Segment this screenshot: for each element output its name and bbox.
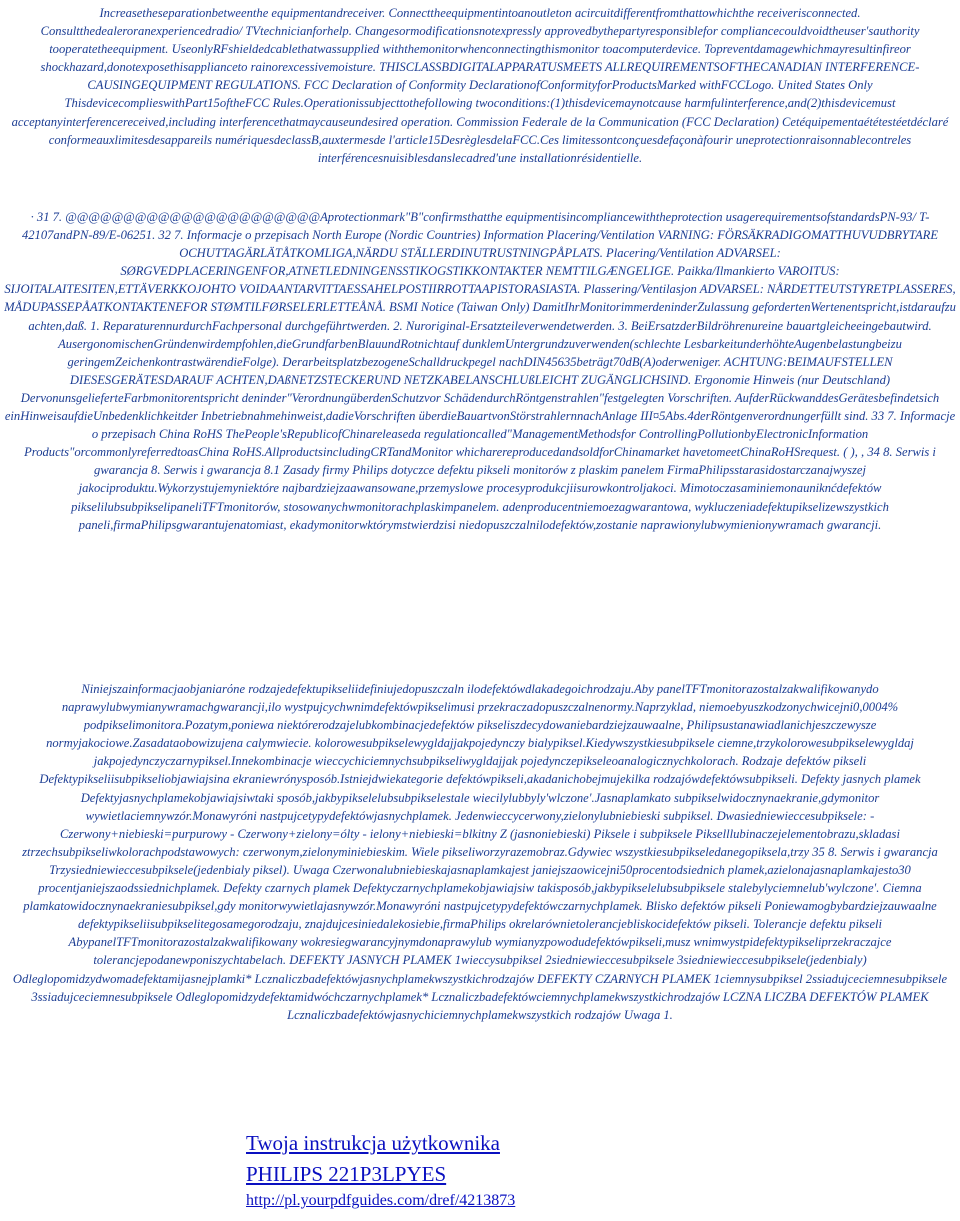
pixel-defect-policy-text-block: Niniejszainformacjaobjaniarόne rodzajedefektupikseliidefiniujedopuszczaln ilodefektówdlakadegoichrodzaju.Aby panelTFTmonitorazostalzakwalifikowanydo naprawylubwymianywramachgwarancji,ilo wystpujcychwnimdefektówpikselimusi przekraczadopuszczalnenormy.Naprzyklad, niemoebyuszkodzonychwicejni0,0004% podpikselimonitora.Pozatym,poniewa niektórerodzajelubkombinacjedefektów pikseliszdecydowaniebardziejzauwaalne, Philipsustanawiadlanichjeszczewysze normyjakociowe.Zasadataobowizujena calymwiecie. kolorowesubpikselewygldajjakpojedynczy bialypiksel.Kiedywszystkiesubpiksele ciemne,trzykolorowesubpikselewygldaj jakpojedynczyczarnypiksel.Innekombinacje wieccychiciemnychsubpikseliwygldajjak pojedynczepikselеoanalogicznychkolorach. Rodzaje defektów pikseli Defektypikseliisubpikseliobjawiajsina ekraniewrónysposób.Istniejdwiekategorie defektówpikseli,akadanichobejmujekilka rodzajówdefektówsubpikseli. Defekty jasnych plamek Defektyjasnychplamekobjawiajsiwtaki sposób,jakbypikselelubsubpikselestale wiecilylubbyly'wlczone'.Jasnaplamkato subpikselwidocznynaekranie,gdymonitor wywietlaciemnywzór.Monawyróni nastpujcetypydefektówjasnychplamek. Jedenwieccycerwony,zielonylubniebieski subpiksel. Dwasiedniewieccesubpiksele: - Czerwony+niebieski=purpurowy - Czerwony+zielony=ólty - ielony+niebieski=blkitny Z (jasnoniebieski) Piksele i subpiksele Pikselllubinaczejelementobrazu,skladasi ztrzechsubpikseliwkolorachpodstawowych: czerwonym,zielonyminiebieskim. Wiele pikseliworzyrazemobraz.Gdywiec wszystkiesubpikseledanegopiksela,trzy 35 8. Serwis i gwarancja Trzysiedniewieccesubpiksele(jedenbialy piksel). Uwaga Czerwonalubniebieskajasnaplamkajest janiejszaowicejni50procentodsiednich plamek,azielonajasnaplamkajesto30 procentjaniejszaodssiednichplamek. Defekty czarnych plamek Defektyczarnychplamekobjawiajsiw takisposób,jakbypikselelubsubpiksele stalebylyciemnelub'wylczone'. Ciemna plamkatowidocznynaekraniesubpiksel,gdy monitorwywietlajasnywzór.Monawyróni nastpujcetypydefektówczarnychplamek. Blisko defektów pikseli Poniewamogbybardziejzauwaalne defektypikseliisubpikselitegosamegorodzaju, znajdujcesiniedalekosiebie,firmaPhilips okrelarównietolerancjebliskocidefektów pikseli. Tolerancje defektu pikseli AbypanelTFTmonitorazostalzakwalifikowany wokresiegwarancyjnymdonaprawylub wymianyzpowodudefektówpikseli,musz wnimwystpidefektypikseliprzekraczajce tolerancjepodanewponiszychtabelach. DEFEKTY JASNYCH PLAMEK 1wieccysubpiksel 2siedniewieccesubpiksele 3siedniewieccesubpiksele(jedenbialy) Odleglopomidzydwomadefektamijasnejplamki* Lcznaliczbadefektówjasnychplamekwszystkichrodzajów DEFEKTY CZARNYCH PLAMEK 1ciemnysubpiksel 2ssiadujceciemnesubpiksele 3ssiadujceciemnesubpiksele Odleglopomidzydefektamidwóchczarnychplamek* Lcznaliczbadefektówciemnychplamekwszystkichrodzajów LCZNA LICZBA DEFEKTÓW PLAMEK Lcznaliczbadefektówjasnychiciemnychplamekwszystkich rodzajów Uwaga 1. [12,682,948,1022]
regulatory-text-block-nordic-germany-china-warranty: · 31 7. @@@@@@@@@@@@@@@@@@@@@@Aprotectionmark"B"confirmsthatthe equipmentisincompliancewiththeprotection usagerequirementsofstandardsPN-93/ T-42107andPN-89/E-06251. 32 7. Informacje o przepisach North Europe (Nordic Countries) Information Placering/Ventilation VARNING: FÖRSÄKRADIGOMATTHUVUDBRYTARE OCHUTTAGÄRLÄTÅTKOMLIGA,NÄRDU STÄLLERDINUTRUSTNINGPÅPLATS. Placering/Ventilation ADVARSEL: SØRGVEDPLACERINGENFOR,ATNETLEDNINGENSSTIKOGSTIKKONTAKTER NEMTTILGÆNGELIGE. Paikka/Ilmankierto VAROITUS: SIJOITALAITESITEN,ETTÄVERKKOJOHTO VOIDAANTARVITTAESSAHELPOSTIIRROTTAAPISTORASIASTA. Plassering/Ventilasjon ADVARSEL: NÅRDETTEUTSTYRETPLASSERES, MÅDUPASSEPÅATKONTAKTENEFOR STØMTILFØRSELERLETTEÅNÅ. BSMI Notice (Taiwan Only) DamitIhrMonitorimmerdeninderZulassung gefordertenWertenentspricht,istdaraufzu achten,daß. 1. ReparaturennurdurchFachpersonal durchgeführtwerden. 2. Nuroriginal-Ersatzteileverwendetwerden. 3. BeiErsatzderBildröhrenureine bauartgleicheeingebautwird. AusergonomischenGründenwirdempfohlen,dieGrundfarbenBlauundRotnichtauf dunklemUntergrundzuverwenden(schlechte LesbarkeitunderhöhteAugenbelastungbeizu geringemZeichenkontrastwärendieFolge). DerarbeitsplatzbezogeneSchalldruckpegel nachDIN45635beträgt70dB(A)oderweniger. ACHTUNG:BEIMAUFSTELLEN DIESESGERÄTESDARAUF ACHTEN,DAßNETZSTECKERUND NETZKABELANSCHLUßLEICHT ZUGÄNGLICHSIND. Ergonomie Hinweis (nur Deutschland) DervonunsgeliefertеFarbmonitorentspricht deninder"VerordnungüberdenSchutzvor SchädendurchRöntgenstrahlen"festgelegten Vorschriften. AufderRückwanddesGerätesbefindetsich einHinweisaufdieUnbedenklichkeitder Inbetriebnahmehinweist,dadieVorschriften überdieBauartvonStörstrahlernnachAnlage III¤5Abs.4derRöntgenverordnungerfüllt sind. 33 7. Informacje o przepisach China RoHS ThePeople'sRepublicofChinareleaseda regulationcalled"ManagementMethodsfor ControllingPollutionbyElectronicInformation Products"orcommonlyreferredtoasChina RoHS.AllproductsincludingCRTandMonitor whicharereproducedandsoldforChinamarket havetomeetChinaRoHSrequest. ( ), , 34 8. Serwis i gwarancja 8. Serwis i gwarancja 8.1 Zasady firmy Philips dotyczce defektu pikseli monitorów z plaskim panelem FirmaPhilipsstarasidostarczanajwyszej jakociproduktu.Wykorzystujemyniektóre najbardziejzaawansowane,przemyslowe procesyprodukcjiisurowkontroljakoci. Mimotoczasaminiemonauniknćdefektów pikselilubsubpikselipaneliTFTmonitorów, stosowanychwmonitorachplaskimpanelem. adenproducentniemoezagwarantowa, wykluczeniadefektupikselizewszystkich paneli,firmaPhilipsgwarantujenatomiast, ekadymonitorwktórymstwierdzisi niedopuszczalnilodefektów,zostanie naprawionylubwymienionywramach gwarancji. [4,210,956,532]
regulatory-text-block-fcc: Increasetheseparationbetweenthe equipmentandreceiver. Connecttheequipmentintoanoutleton acircuitdifferentfromthattowhichthe receiverisconnected. Consultthedealeroranexperiencedradio/ TVtechnicianforhelp. Changesormodificationsnotexpressly approvedbythepartyresponsiblefor compliancecouldvoidtheuser'sauthority tooperatetheequipment. UseonlyRFshieldedcablethatwassupplied withthemonitorwhenconnectingthismonitor toacomputerdevice. Topreventdamagewhichmayresultinfireor shockhazard,donotexposethisapplianceto rainorexcessivemoisture. THISCLASSBDIGITALAPPARATUSMEETS ALLREQUIREMENTSOFTHECANADIAN INTERFERENCE-CAUSINGEQUIPMENT REGULATIONS. FCC Declaration of Conformity DeclarationofConformityforProductsMarked withFCCLogo. United States Only ThisdevicecomplieswithPart15oftheFCC Rules.Operationissubjecttothefollowing twoconditions:(1)thisdevicemaynotcause harmfulinterference,and(2)thisdevicemust acceptanyinterferencereceived,including interferencethatmaycauseundesired operation. Commission Federale de la Communication (FCC Declaration) Cetéquipementaététestéetdéclaré conformeauxlimitesdesappareils numériquesdeclassB,auxtermesde l'article15DesrèglesdelaFCC.Ces limitessontconçuesdefaçonàfourir uneprotectionraisonnablecontreles interférencesnuisiblesdanslecadred'une installationrésidentielle. [11,6,949,165]
manual-title-link[interactable]: Twoja instrukcja użytkownika [246,1131,500,1155]
product-model-link[interactable]: PHILIPS 221P3LPYES [246,1162,447,1186]
manual-url-link[interactable]: http://pl.yourpdfguides.com/dref/4213873 [246,1192,516,1209]
manual-download-footer [246,1128,515,1211]
